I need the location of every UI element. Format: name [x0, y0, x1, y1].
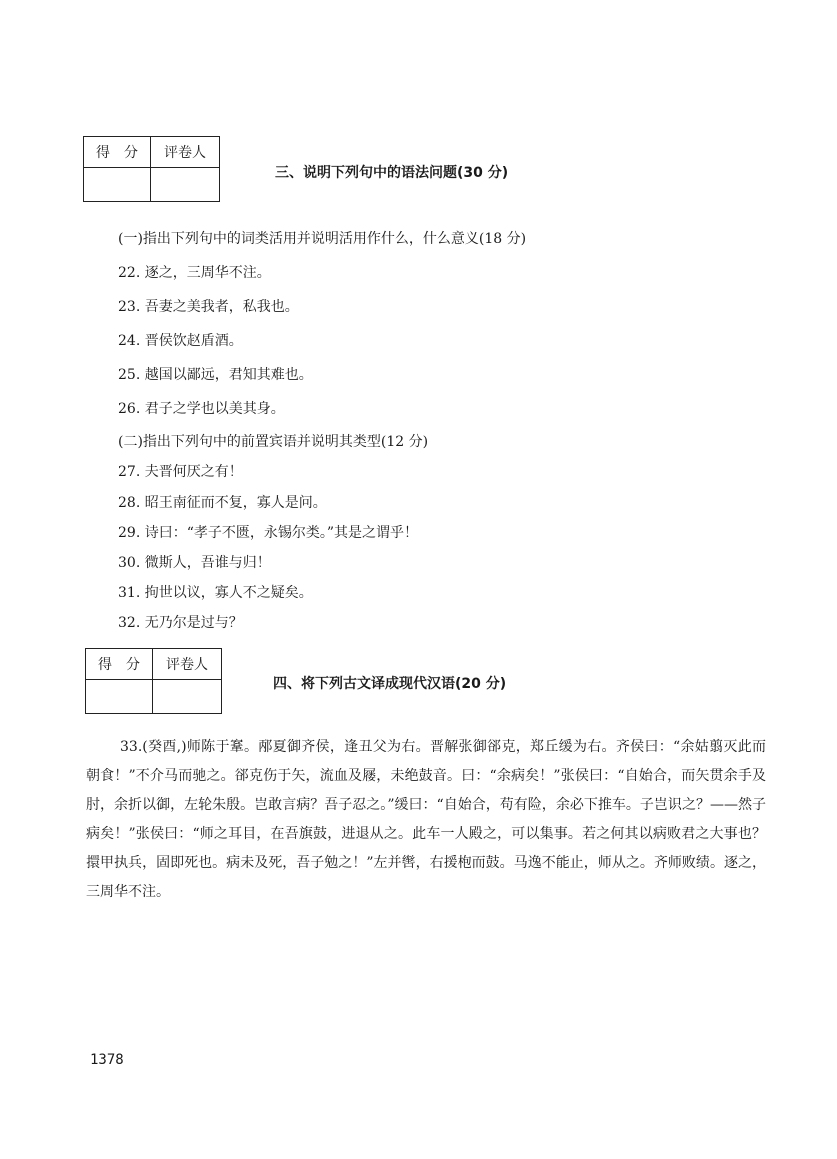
reviewer-header: 评卷人 [151, 137, 220, 168]
reviewer-cell [153, 680, 222, 714]
section4-score-table [85, 648, 222, 714]
reviewer-cell [151, 168, 220, 202]
section3-title: 三、说明下列句中的语法问题(30 分) [275, 165, 509, 181]
question-24: 24. 晋侯饮赵盾酒。 [118, 333, 243, 349]
part1-heading: (一)指出下列句中的词类活用并说明活用作什么，什么意义(18 分) [118, 231, 527, 247]
passage-text: 33.(癸酉,)师陈于鞌。邴夏御齐侯，逢丑父为右。晋解张御郤克，郑丘缓为右。齐侯曰：“余姑翦灭此而朝食！”不介马而驰之。郤克伤于矢，流血及屦，未绝鼓音。曰：“余病矣！”张侯曰：“自始合，而矢贯余手及肘，余折以御，左轮朱殷。岂敢言病？吾子忍之。”缓曰：“自始合，苟有险，余必下推车。子岂识之？——然子病矣！”张侯曰：“师之耳目，在吾旗鼓，进退从之。此车一人殿之，可以集事。若之何其以病败君之大事也？擐甲执兵，固即死也。病未及死，吾子勉之！”左并辔，右援枹而鼓。马逸不能止，师从之。齐师败绩。逐之，三周华不注。 [86, 739, 766, 900]
question-22: 22. 逐之，三周华不注。 [118, 265, 271, 281]
question-32: 32. 无乃尔是过与？ [118, 615, 243, 631]
score-cell [86, 680, 153, 714]
section3-score-table [83, 136, 220, 202]
question-28: 28. 昭王南征而不复，寡人是问。 [118, 495, 327, 511]
question-30: 30. 微斯人，吾谁与归！ [118, 555, 271, 571]
question-27: 27. 夫晋何厌之有！ [118, 464, 243, 480]
score-header: 得 分 [86, 649, 153, 680]
score-cell [84, 168, 151, 202]
question-29: 29. 诗曰：“孝子不匮，永锡尔类。”其是之谓乎！ [118, 525, 419, 541]
question-31: 31. 拘世以议，寡人不之疑矣。 [118, 585, 313, 601]
score-header: 得 分 [84, 137, 151, 168]
question-23: 23. 吾妻之美我者，私我也。 [118, 299, 299, 315]
translation-passage [86, 733, 766, 907]
question-26: 26. 君子之学也以美其身。 [118, 401, 285, 417]
question-25: 25. 越国以鄙远，君知其难也。 [118, 367, 313, 383]
reviewer-header: 评卷人 [153, 649, 222, 680]
section4-title: 四、将下列古文译成现代汉语(20 分) [273, 676, 507, 692]
part2-heading: (二)指出下列句中的前置宾语并说明其类型(12 分) [118, 434, 429, 450]
page-number: 1378 [90, 1052, 124, 1068]
